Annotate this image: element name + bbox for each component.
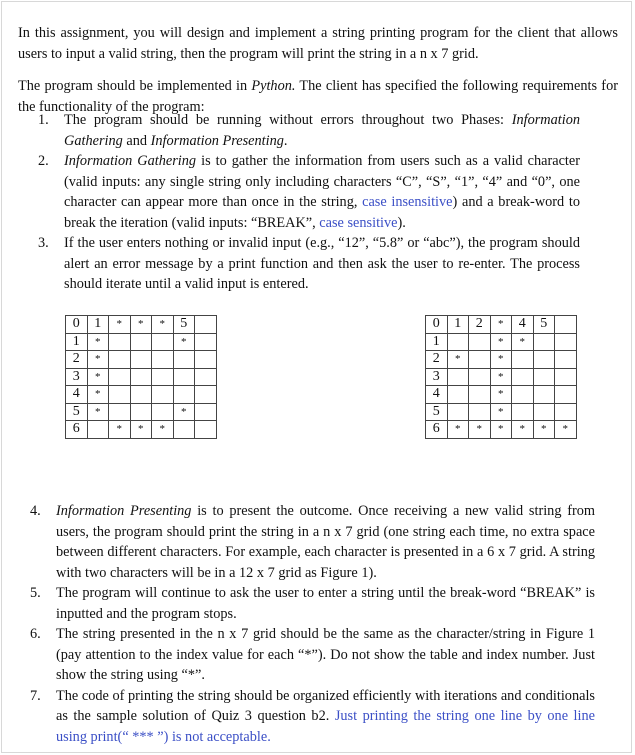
item-number: 7. [30,687,41,704]
grid-cell [130,351,152,369]
grid-cell [152,333,174,351]
grid-cell: 1 [447,316,469,334]
item2-case-insensitive: case insensitive [362,194,453,210]
grid-cell: 0 [66,316,88,334]
grid-cell [109,368,131,386]
list-item-2 [38,151,580,233]
grid-cell [469,368,491,386]
grid-cell [173,386,195,404]
req-intro-language: Python. [251,78,296,95]
grid-row [426,333,577,351]
item7-warning: Just printing the string one line by one line using print(“ *** ”) is not acceptable. [56,708,595,745]
grid-cell: 0 [426,316,448,334]
grid-cell [195,316,217,334]
grid-row [66,368,217,386]
grid-cell [195,333,217,351]
grid-cell: * [512,333,534,351]
requirements-list-part2 [30,501,595,747]
grid-cell [469,386,491,404]
item3-text: If the user enters nothing or invalid input (e.g., “12”, “5.8” or “abc”), the program should alert an error message by a print function and then ask the user to re-enter. The process should iterate until a valid input is entered. [64,235,580,292]
item4-term: Information Presenting [56,503,192,519]
grid-cell: * [490,351,512,369]
grid-cell [555,351,577,369]
item2-case-sensitive: case sensitive [319,214,398,231]
item-number: 2. [38,153,49,169]
grid-cell: * [533,421,555,439]
grid-cell: 4 [66,386,88,404]
grid-cell: 4 [512,316,534,334]
grid-cell: * [490,386,512,404]
item1-text: The program should be running without errors throughout two Phases: [64,112,512,128]
grid-cell [447,403,469,421]
item1-period: . [283,132,288,149]
grid-cell: * [555,421,577,439]
grid-cell [555,386,577,404]
grid-cell [109,333,131,351]
grid-row [66,333,217,351]
grid-cell [555,403,577,421]
grid-cell: * [490,421,512,439]
grid-cell [469,351,491,369]
grid-cell [512,368,534,386]
figure-grid-c [65,315,217,439]
grid-cell: 5 [66,403,88,421]
list-item-6 [30,624,595,686]
grid-cell [109,351,131,369]
item2-text-2: ) and a break-word to break the iteration (valid inputs: “BREAK”, [64,194,580,231]
grid-cell [512,386,534,404]
grid-cell [195,421,217,439]
grid-cell: 1 [87,316,109,334]
item2-term: Information Gathering [64,153,197,169]
grid-cell: 2 [66,351,88,369]
item2-text: is to gather the information from users such as a valid character (valid inputs: any single string only including characters “C”, “S”, “1”, “4” and “0”, one character can appear more than once in the string, [64,153,581,210]
list-item-4 [30,501,595,583]
grid-cell [533,403,555,421]
grid-cell [195,403,217,421]
grid-cell [109,403,131,421]
grid-row [426,386,577,404]
grid-cell: 6 [66,421,88,439]
grid-cell: * [173,403,195,421]
grid-cell [130,333,152,351]
grid-row [66,316,217,334]
item-number: 5. [30,585,41,601]
item-number: 6. [30,626,41,642]
grid-cell: * [490,316,512,334]
intro-paragraph: In this assignment, you will design and implement a string printing program for the client that allows users to input a valid string, then the program will print the string in a n x 7 grid. [18,25,618,62]
grid-row [426,351,577,369]
grid-cell: * [152,421,174,439]
grid-cell [447,368,469,386]
grid-cell: 6 [426,421,448,439]
item1-phase2: Information Presenting [150,132,284,149]
item7-text: The code of printing the string should be organized efficiently with iterations and conditionals as the sample solution of Quiz 3 question b2. [56,687,595,724]
grid-cell: * [173,333,195,351]
grid-cell: 3 [426,368,448,386]
grid-cell [469,403,491,421]
grid-cell [447,386,469,404]
grid-row [426,403,577,421]
grid-cell [512,403,534,421]
grid-row [66,421,217,439]
grid-cell [533,333,555,351]
grid-cell [130,386,152,404]
item4-text: is to present the outcome. Once receiving a new valid string from users, the program should print the string in a n x 7 grid (one string each time, no extra space between different characters. For example, each character is presented in a 6 x 7 grid. A string with two characters will be in a 12 x 7 grid as Figure 1). [56,503,596,581]
grid-cell: * [87,403,109,421]
grid-cell: * [87,386,109,404]
grid-cell [109,386,131,404]
item1-and: and [122,132,151,149]
item-number: 4. [30,503,41,519]
grid-cell [130,368,152,386]
grid-cell: * [109,421,131,439]
list-item-1 [38,110,580,151]
grid-cell: * [490,403,512,421]
grid-cell: * [87,368,109,386]
grid-cell [173,368,195,386]
grid-cell: * [447,351,469,369]
requirements-list-part1 [38,110,580,295]
grid-cell: 1 [426,333,448,351]
grid-cell [152,368,174,386]
grid-cell: 5 [173,316,195,334]
grid-cell: * [130,421,152,439]
grid-cell [195,351,217,369]
grid-cell [152,403,174,421]
grid-cell [533,368,555,386]
grid-cell: * [490,368,512,386]
list-item-7 [30,686,595,748]
grid-cell [173,351,195,369]
grid-row [426,316,577,334]
grid-cell: 2 [469,316,491,334]
grid-cell [152,386,174,404]
req-intro-text-b: The client has specified the following requirements for the functionality of the program: [18,78,618,115]
grid-cell [533,386,555,404]
grid-cell: * [152,316,174,334]
grid-cell: * [87,351,109,369]
item-number: 1. [38,112,49,128]
grid-cell [555,333,577,351]
grid-cell: 2 [426,351,448,369]
grid-cell [87,421,109,439]
grid-cell: * [130,316,152,334]
item-number: 3. [38,235,49,251]
grid-cell: * [109,316,131,334]
grid-cell: * [512,421,534,439]
grid-cell: 5 [426,403,448,421]
item5-text: The program will continue to ask the user to enter a string until the break-word “BREAK” is inputted and the program stops. [56,585,595,622]
list-item-5 [30,583,595,624]
item6-text: The string presented in the n x 7 grid should be the same as the character/string in Figure 1 (pay attention to the index value for each “*”). Do not show the table and index number. Just show the string using “*”. [56,626,595,683]
grid-cell [533,351,555,369]
grid-cell: * [490,333,512,351]
req-intro-text-a: The program should be implemented in [18,78,252,95]
grid-cell [555,368,577,386]
grid-cell: 1 [66,333,88,351]
figure-grid-s [425,315,577,439]
grid-cell: * [87,333,109,351]
grid-cell [447,333,469,351]
grid-cell [512,351,534,369]
grid-cell [555,316,577,334]
grid-row [66,386,217,404]
grid-cell [195,386,217,404]
grid-cell: 4 [426,386,448,404]
grid-cell [173,421,195,439]
grid-cell [469,333,491,351]
grid-cell: * [469,421,491,439]
grid-cell [152,351,174,369]
grid-row [66,351,217,369]
grid-cell [130,403,152,421]
list-item-3 [38,233,580,295]
grid-row [426,368,577,386]
grid-row [66,403,217,421]
grid-cell: 5 [533,316,555,334]
grid-cell: 3 [66,368,88,386]
grid-cell: * [447,421,469,439]
grid-row [426,421,577,439]
item1-phase1: Information Gathering [64,112,580,149]
item2-close: ). [397,214,406,231]
grid-cell [195,368,217,386]
